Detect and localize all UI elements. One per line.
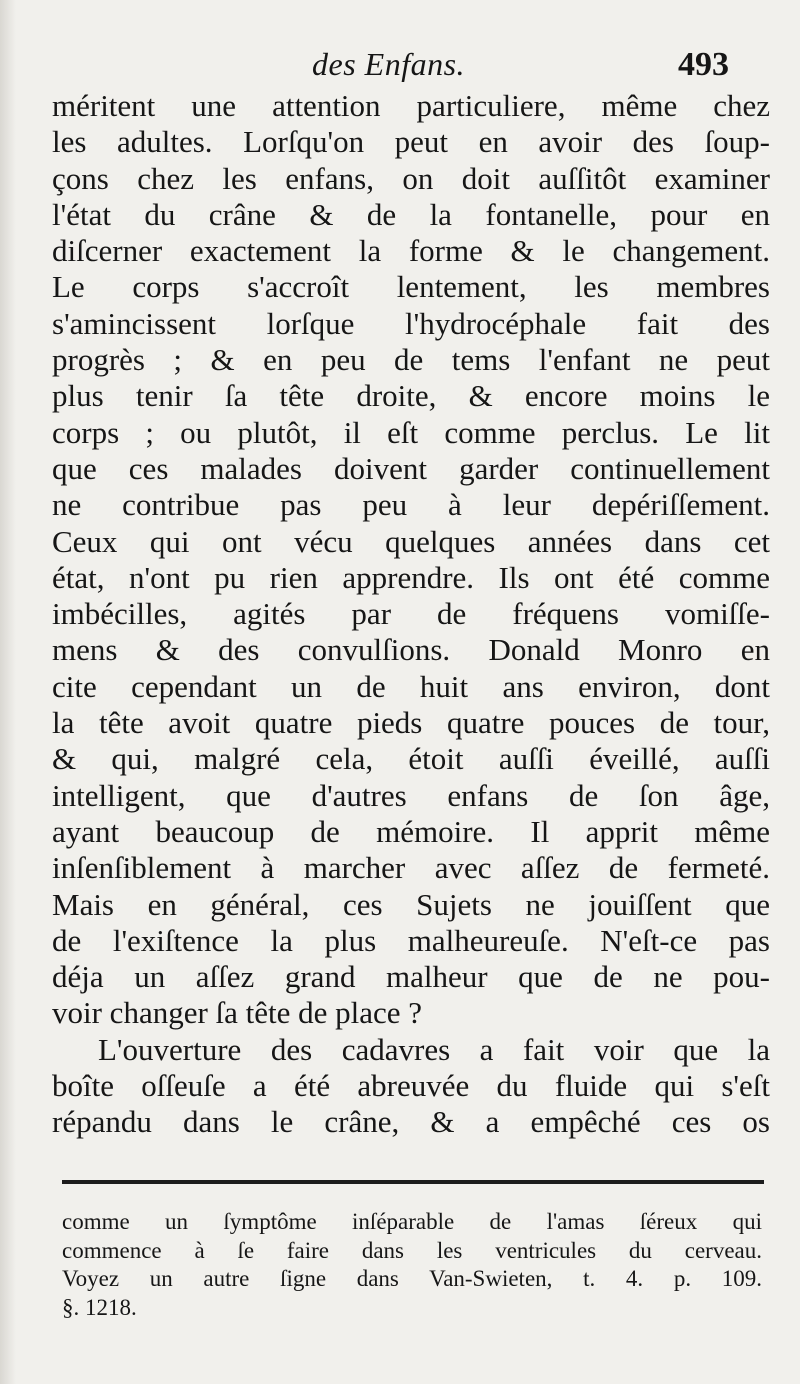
page-header [0,40,800,90]
text-line: méritent une attention particuliere, même chez [52,88,770,123]
text-line: les adultes. Lorſqu'on peut en avoir des ſoup- [52,124,770,160]
text-line: progrès ; & en peu de tems l'enfant ne peut [52,342,770,378]
footnote-line: §. 1218. [62,1294,137,1320]
footnote-divider [62,1180,764,1184]
main-text [52,88,770,1141]
text-line: la tête avoit quatre pieds quatre pouces de tour, [52,705,770,741]
text-line: s'amincissent lorſque l'hydrocéphale fait des [52,305,770,341]
footnote-line: commence à ſe faire dans les ventricules du cerveau. [62,1237,762,1263]
text-line: imbécilles, agités par de fréquens vomiſſe- [52,596,770,632]
text-line: Mais en général, ces Sujets ne jouiſſent que [52,886,770,922]
footnote-line: Voyez un autre ſigne dans Van-Swieten, t. 4. p. 109. [62,1266,762,1291]
paragraph-first-line: L'ouverture des cadavres a fait voir que la [98,1031,770,1067]
text-line: diſcerner exactement la forme & le changement. [52,233,770,269]
text-line: déja un aſſez grand malheur que de ne pou- [52,959,770,995]
paragraph-last-line: voir changer ſa tête de place ? [52,995,423,1031]
page-number: 493 [678,46,729,83]
text-line: mens & des convulſions. Donald Monro en [52,632,770,668]
text-line: que ces malades doivent garder continuellement [52,450,770,486]
text-line: cite cependant un de huit ans environ, dont [52,668,770,704]
text-line: & qui, malgré cela, étoit auſſi éveillé, auſſi [52,741,770,777]
text-line: l'état du crâne & de la fontanelle, pour en [52,196,770,232]
running-title: des Enfans. [312,46,466,82]
text-line: çons chez les enfans, on doit auſſitôt examiner [52,160,770,196]
page-gutter-shadow [0,0,16,1384]
text-line: intelligent, que d'autres enfans de ſon âge, [52,777,770,813]
text-line: Ceux qui ont vécu quelques années dans cet [52,523,770,559]
text-line: boîte oſſeuſe a été abreuvée du fluide qui s'eſt [52,1068,770,1104]
text-line: Le corps s'accroît lentement, les membres [52,269,770,305]
text-line: ayant beaucoup de mémoire. Il apprit même [52,813,770,849]
footnote-line: comme un ſymptôme inſéparable de l'amas ſéreux qui [62,1209,762,1234]
text-line: de l'exiſtence la plus malheureuſe. N'eſt-ce pas [52,922,770,958]
text-line: plus tenir ſa tête droite, & encore moins le [52,378,770,414]
text-line: ne contribue pas peu à leur depériſſement. [52,487,770,523]
footnote [62,1208,762,1322]
text-line: répandu dans le crâne, & a empêché ces os [52,1104,770,1140]
text-line: état, n'ont pu rien apprendre. Ils ont été comme [52,559,770,595]
text-line: inſenſiblement à marcher avec aſſez de fermeté. [52,850,770,886]
text-line: corps ; ou plutôt, il eſt comme perclus. Le lit [52,414,770,450]
